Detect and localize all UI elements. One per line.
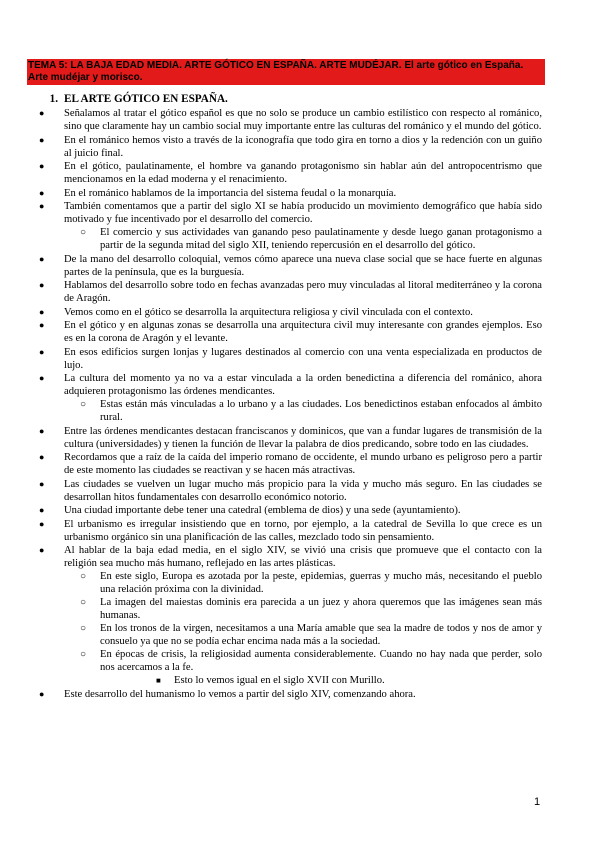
list-item: ● Una ciudad importante debe tener una catedral (emblema de dios) y una sede (ayuntamiento).: [34, 504, 542, 517]
bullet-list: [34, 107, 542, 701]
list-item: [34, 544, 542, 687]
list-item-text: Al hablar de la baja edad media, en el siglo XIV, se vivió una crisis que promueve que el contacto con la religión sea mucho más humano, reflejado en las artes plásticas.: [64, 545, 542, 569]
list-item: ● En el gótico, paulatinamente, el hombre va ganando protagonismo sin hablar aún del antropocentrismo que mencionamos en la edad moderna y el renacimiento.: [34, 160, 542, 186]
topic-title-banner: TEMA 5: LA BAJA EDAD MEDIA. ARTE GÓTICO EN ESPAÑA. ARTE MUDÉJAR. El arte gótico en España. Arte mudéjar y morisco.: [27, 59, 545, 85]
nested-sub-list: [100, 674, 542, 687]
list-item: ● En esos edificios surgen lonjas y lugares destinados al comercio con una venta especializada en productos de lujo.: [34, 346, 542, 372]
sub-list-item: ○ La imagen del maiestas dominis era parecida a un juez y ahora queremos que las imágenes sean más humanas.: [64, 596, 542, 622]
nested-list-item: ■ Esto lo vemos igual en el siglo XVII con Murillo.: [100, 674, 542, 687]
page-number: 1: [534, 796, 541, 808]
list-item: ● Las ciudades se vuelven un lugar mucho más propicio para la vida y mucho más seguro. En las ciudades se desarrollan hitos fundamentales con desarrollo económico notorio.: [34, 478, 542, 504]
section-number: 1.: [49, 93, 58, 105]
sub-list-item: ○ En los tronos de la virgen, necesitamos a una María amable que sea la madre de todos y nos de amor y consuelo ya que no se podía echar encima nada más a la sociedad.: [64, 622, 542, 648]
list-item: ● De la mano del desarrollo coloquial, vemos cómo aparece una nueva clase social que se hace fuerte en algunas partes de la península, que es la burguesía.: [34, 253, 542, 279]
sub-list-item-text: En épocas de crisis, la religiosidad aumenta considerablemente. Cuando no hay nada que perder, solo nos acercamos a la fe.: [100, 649, 542, 673]
list-item: ● Este desarrollo del humanismo lo vemos a partir del siglo XIV, comenzando ahora.: [34, 688, 542, 701]
list-item: ● Hablamos del desarrollo sobre todo en fechas avanzadas pero muy vinculadas al litoral mediterráneo y la corona de Aragón.: [34, 279, 542, 305]
list-item: ● En el gótico y en algunas zonas se desarrolla una arquitectura civil muy interesante con grandes ejemplos. Eso es en la corona de Aragón y el levante.: [34, 319, 542, 345]
list-item-text: También comentamos que a partir del siglo XI se había producido un movimiento demográfico que había sido motivado y fue incentivado por el desarrollo del comercio.: [64, 201, 542, 225]
list-item: [34, 372, 542, 424]
sub-list-item: ○ En este siglo, Europa es azotada por la peste, epidemias, guerras y mucho más, necesitando el pueblo una relación próxima con la divinidad.: [64, 570, 542, 596]
sub-list: [64, 570, 542, 687]
sub-list-item: ○ Estas están más vinculadas a lo urbano y a las ciudades. Los benedictinos estaban enfocados al ámbito rural.: [64, 398, 542, 424]
sub-list-item: ○ El comercio y sus actividades van ganando peso paulatinamente y desde luego ganan protagonismo a partir de la segunda mitad del siglo XII, teniendo repercusión en el desarrollo del gótico.: [64, 226, 542, 252]
list-item: ● Vemos como en el gótico se desarrolla la arquitectura religiosa y civil vinculada con el contexto.: [34, 306, 542, 319]
sub-list: [64, 226, 542, 252]
section-title: EL ARTE GÓTICO EN ESPAÑA.: [64, 93, 228, 105]
document-body: [34, 92, 542, 701]
list-item: ● Entre las órdenes mendicantes destacan franciscanos y dominicos, que van a fundar lugares de transmisión de la cultura (universidades) y tienen la función de llevar la palabra de dios predicando, sobre todo en las ciudades.: [34, 425, 542, 451]
list-item-text: La cultura del momento ya no va a estar vinculada a la orden benedictina a diferencia del románico, ahora adquieren protagonismo las órdenes mendicantes.: [64, 373, 542, 397]
list-item: [34, 200, 542, 252]
list-item: ● En el románico hablamos de la importancia del sistema feudal o la monarquía.: [34, 187, 542, 200]
list-item: ● Recordamos que a raíz de la caída del imperio romano de occidente, el mundo urbano es peligroso pero a partir de este momento las ciudades se reactivan y se hacen más atractivas.: [34, 451, 542, 477]
list-item: ● En el románico hemos visto a través de la iconografía que todo gira en torno a dios y la redención con un guiño al juicio final.: [34, 134, 542, 160]
sub-list: [64, 398, 542, 424]
list-item: ● Señalamos al tratar el gótico español es que no solo se produce un cambio estilístico con respecto al románico, sino que claramente hay un cambio social muy importante entre las culturas del románico y el mundo del gótico.: [34, 107, 542, 133]
sub-list-item: [64, 648, 542, 687]
list-item: ● El urbanismo es irregular insistiendo que en torno, por ejemplo, a la catedral de Sevilla lo que crece es un urbanismo orgánico sin una planificación de las calles, mezclado todo sin pensamiento.: [34, 518, 542, 544]
section-heading: [34, 92, 542, 106]
